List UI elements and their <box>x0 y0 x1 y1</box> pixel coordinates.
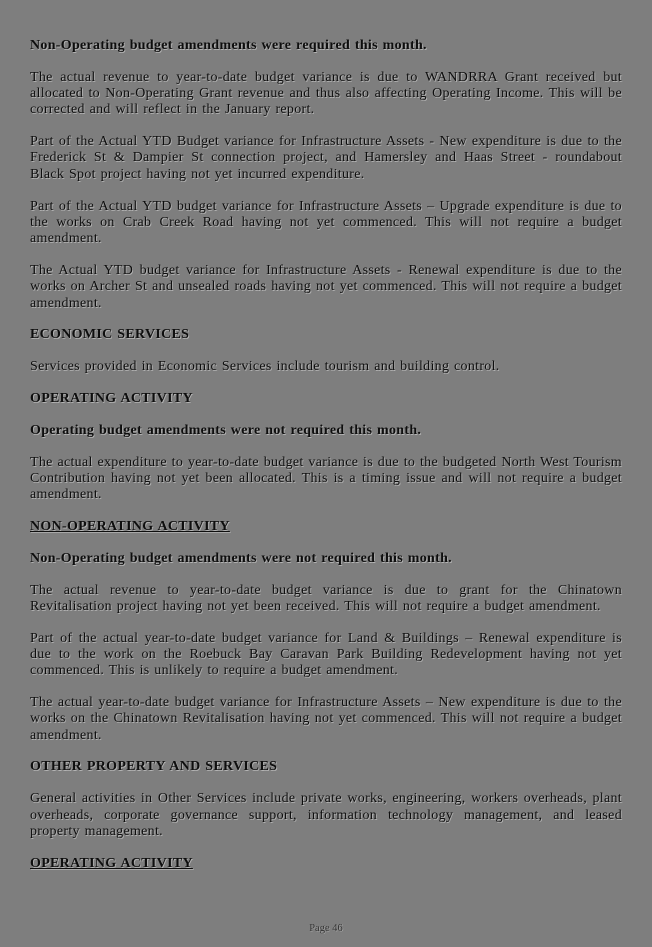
section-heading: OPERATING ACTIVITY <box>30 855 193 871</box>
body-paragraph: Part of the Actual YTD budget variance for Infrastructure Assets – Upgrade expenditure is due to the works on Crab Creek Road having not yet commenced. This will not require a budget amendment. <box>30 198 622 247</box>
report-text-body <box>30 38 622 887</box>
section-heading: ECONOMIC SERVICES <box>30 327 190 343</box>
statement-paragraph: Non-Operating budget amendments were required this month. <box>30 38 427 53</box>
section-heading: OTHER PROPERTY AND SERVICES <box>30 759 278 775</box>
statement-paragraph: Non-Operating budget amendments were not required this month. <box>30 550 452 566</box>
body-paragraph: The actual revenue to year-to-date budget variance is due to WANDRRA Grant received but allocated to Non-Operating Grant revenue and thus also affecting Operating Income. This will be corrected and will reflect in the January report. <box>30 69 622 118</box>
body-paragraph: General activities in Other Services include private works, engineering, workers overheads, plant overheads, corporate governance support, information technology management, and leased property management. <box>30 791 622 839</box>
body-paragraph: Services provided in Economic Services include tourism and building control. <box>30 359 500 375</box>
body-paragraph: The actual revenue to year-to-date budget variance is due to grant for the Chinatown Revitalisation project having not yet been received. This will not require a budget amendment. <box>30 582 622 614</box>
body-paragraph: Part of the Actual YTD Budget variance for Infrastructure Assets - New expenditure is due to the Frederick St & Dampier St connection project, and Hamersley and Haas Street - roundabout Black Spot project having not yet incurred expenditure. <box>30 134 622 182</box>
body-paragraph: The actual expenditure to year-to-date budget variance is due to the budgeted North West Tourism Contribution having not yet been allocated. This is a timing issue and will not require a budget amendment. <box>30 454 622 503</box>
body-paragraph: The Actual YTD budget variance for Infrastructure Assets - Renewal expenditure is due to the works on Archer St and unsealed roads having not yet commenced. This will not require a budget amendment. <box>30 262 622 311</box>
section-heading: NON-OPERATING ACTIVITY <box>30 518 230 534</box>
section-heading: OPERATING ACTIVITY <box>30 390 193 406</box>
body-paragraph: The actual year-to-date budget variance for Infrastructure Assets – New expenditure is due to the works on the Chinatown Revitalisation having not yet commenced. This will not require a budget amendment. <box>30 695 622 743</box>
page-number: Page 46 <box>309 923 343 934</box>
body-paragraph: Part of the actual year-to-date budget variance for Land & Buildings – Renewal expenditure is due to the work on the Roebuck Bay Caravan Park Building Redevelopment having not yet commenced. This is unlikely to require a budget amendment. <box>30 630 622 679</box>
statement-paragraph: Operating budget amendments were not required this month. <box>30 422 422 438</box>
